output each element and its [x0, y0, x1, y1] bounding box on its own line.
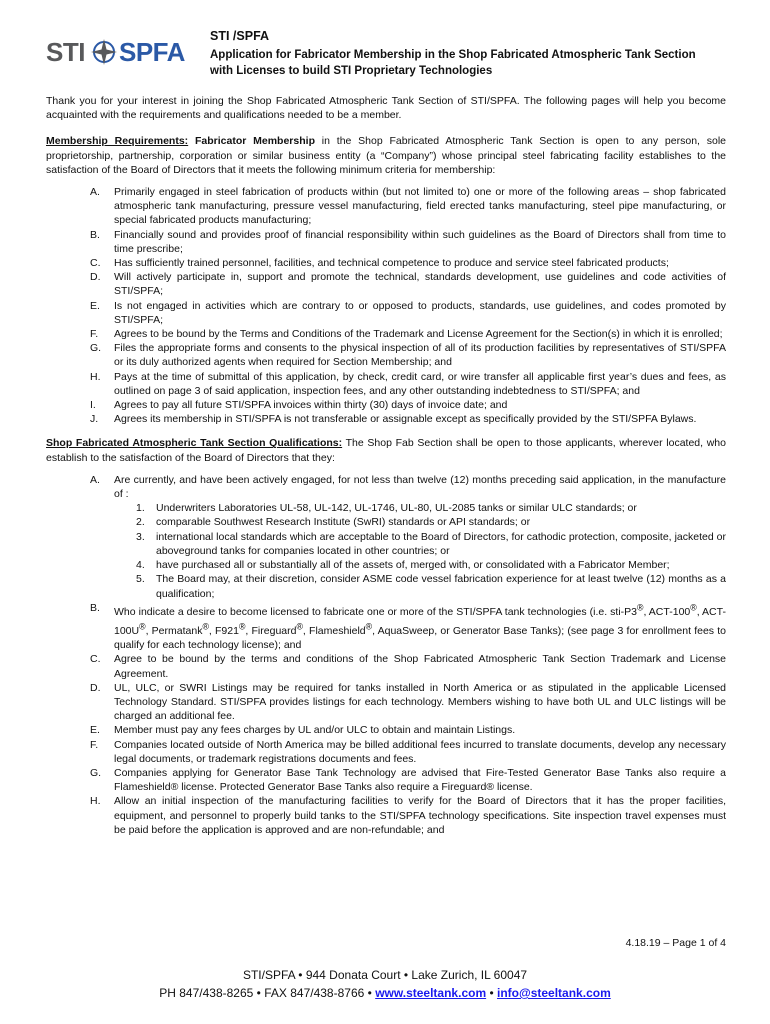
list-marker: J. [90, 413, 99, 426]
list-marker: I. [90, 399, 96, 412]
list-item [90, 738, 726, 766]
list-marker: F. [90, 328, 99, 341]
doc-subtitle [210, 47, 750, 79]
membership-paragraph [46, 134, 726, 177]
reg-mark: ® [690, 602, 697, 613]
list-item [90, 794, 726, 837]
list-text: Companies located outside of North America may be billed additional fees incurred to translate documents, develop any necessary legal documents, or trademark registrations documents and fees. [114, 738, 726, 765]
svg-text:STI: STI [46, 37, 85, 67]
list-marker: 2. [136, 516, 145, 529]
text-part: , Permatank [145, 624, 203, 637]
list-text: Underwriters Laboratories UL-58, UL-142, UL-1746, UL-80, UL-2085 tanks or similar ULC standards; or [156, 502, 637, 515]
list-item [90, 601, 726, 653]
list-marker: 1. [136, 502, 145, 515]
list-item [90, 185, 726, 228]
list-text: Financially sound and provides proof of financial responsibility within such guidelines as the Board of Directors shall from time to time prescribe; [114, 228, 726, 255]
page-number: 4.18.19 – Page 1 of 4 [625, 937, 726, 949]
list-text: Agree to be bound by the terms and conditions of the Shop Fabricated Atmospheric Tank Section Trademark and License Agreement. [114, 653, 726, 680]
text-part: , AquaSweep, or Generator Base Tanks); (see page 3 for enrollment fees to qualify for each technology license); and [114, 624, 726, 652]
list-marker: D. [90, 271, 101, 284]
list-marker: H. [90, 795, 101, 808]
reg-mark: ® [238, 621, 246, 632]
list-marker: B. [90, 228, 100, 241]
list-text: Allow an initial inspection of the manufacturing facilities to verify for the Board of Directors that it has the proper facilities, equipment, and personnel to properly build tanks to the STI/SPFA technology specifications. Site inspection travel expenses must be paid before the application is approved and are non-refundable; and [114, 795, 726, 836]
list-text: international local standards which are acceptable to the Board of Directors, for cathodic protection, composite, jacketed or aboveground tanks for companies located in other countries; or [156, 530, 726, 557]
membership-text: in the Shop Fabricated Atmospheric Tank Section is open to any person, sole proprietorship, partnership, corporation or similar business entity (a “Company”) whose principal steel fabricating facility establishes to the satisfaction of the Board of Directors that it meets the following minimum criteria for membership: [46, 135, 727, 176]
list-item [90, 723, 726, 737]
footer-fax: FAX 847/438-8766 [264, 986, 365, 1000]
list-text: Agrees its membership in STI/SPFA is not transferable or assignable except as specifically provided by the STI/SPFA Bylaws. [114, 413, 697, 426]
list-text: have purchased all or substantially all of the assets of, merged with, or consolidated with a Fabricator Member; [156, 559, 670, 572]
list-marker: C. [90, 257, 101, 270]
qualifications-paragraph [46, 436, 726, 464]
sub-list [136, 501, 726, 600]
qualifications-heading: Shop Fabricated Atmospheric Tank Section Qualifications: [46, 437, 343, 450]
membership-heading: Membership Requirements: [46, 135, 189, 148]
sub-list-item [136, 558, 726, 572]
email-link[interactable]: info@steeltank.com [497, 986, 611, 1000]
svg-text:SPFA: SPFA [119, 37, 185, 67]
reg-mark: ® [202, 621, 209, 632]
sub-list-item [136, 572, 726, 600]
list-text: Member must pay any fees charges by UL and/or ULC to obtain and maintain Listings. [114, 724, 516, 737]
reg-mark: ® [296, 621, 303, 632]
list-marker: H. [90, 370, 101, 383]
list-text: Are currently, and have been actively engaged, for not less than twelve (12) months preceding said application, in the manufacture of : [114, 473, 726, 501]
footer-contact [0, 984, 770, 1002]
list-item [90, 299, 726, 327]
header [46, 28, 736, 88]
list-item [90, 327, 726, 341]
membership-lead: Fabricator Membership [194, 135, 315, 148]
list-marker: B. [90, 601, 100, 614]
list-marker: A. [90, 473, 100, 486]
list-item [90, 473, 726, 601]
list-text: Is not engaged in activities which are contrary to or opposed to products, standards, use guidelines, and codes promoted by STI/SPFA; [114, 299, 726, 326]
list-marker: F. [90, 738, 99, 751]
list-item [90, 681, 726, 724]
list-marker: C. [90, 653, 101, 666]
sub-list-item [136, 501, 726, 515]
reg-mark: ® [637, 602, 644, 613]
document-body [46, 94, 726, 847]
list-text: Agrees to pay all future STI/SPFA invoices within thirty (30) days of invoice date; and [114, 399, 508, 412]
list-text: comparable Southwest Research Institute (SwRI) standards or API standards; or [156, 516, 531, 529]
list-item [90, 766, 726, 794]
list-text: Files the appropriate forms and consents to the physical inspection of all of its production facilities by representatives of STI/SPFA or its duly authorized agents when required for Section Membership; and [114, 342, 726, 369]
list-text: Agrees to be bound by the Terms and Conditions of the Trademark and License Agreement for the Section(s) in which it is enrolled; [114, 328, 723, 341]
text-part: , ACT-100 [643, 606, 691, 619]
qualifications-text: The Shop Fab Section shall be open to those applicants, wherever located, who establish to the satisfaction of the Board of Directors that they: [46, 437, 726, 464]
reg-mark: ® [365, 621, 373, 632]
list-marker: 3. [136, 530, 145, 543]
list-text: Primarily engaged in steel fabrication of products within (but not limited to) one or more of the following areas – shop fabricated atmospheric tank manufacturing, pressure vessel manufacturing, field erected tanks manufacturing, steel pipe manufacturing, or special fabricated products manufacturing; [114, 186, 726, 227]
qualifications-list [90, 473, 726, 837]
sub-list-item [136, 530, 726, 558]
doc-title: STI /SPFA [210, 29, 270, 43]
list-marker: 5. [136, 573, 145, 586]
text-part: , F921 [208, 624, 239, 637]
text-part: , Fireguard [245, 624, 297, 637]
footer-sep: • [256, 986, 261, 1000]
list-marker: D. [90, 681, 101, 694]
text-part: , Flameshield [302, 624, 366, 637]
list-text [114, 602, 726, 652]
footer-sep: • [489, 986, 494, 1000]
list-item [90, 256, 726, 270]
list-marker: A. [90, 186, 100, 199]
list-text: The Board may, at their discretion, consider ASME code vessel fabrication experience for at least twelve (12) months as a qualification; [156, 573, 726, 600]
list-marker: 4. [136, 559, 145, 572]
list-item [90, 270, 726, 298]
membership-list [90, 185, 726, 426]
subtitle-line-2: with Licenses to build STI Proprietary Technologies [210, 65, 493, 77]
list-item [90, 398, 726, 412]
sti-spfa-logo [46, 36, 196, 68]
intro-paragraph: Thank you for your interest in joining the Shop Fabricated Atmospheric Tank Section of STI/SPFA. The following pages will help you become acquainted with the requirements and qualifications needed to be a member. [46, 95, 726, 122]
list-item [90, 341, 726, 369]
footer-sep: • [367, 986, 372, 1000]
text-part: , ACT-100U [114, 606, 726, 637]
list-marker: G. [90, 342, 102, 355]
sub-list-item [136, 515, 726, 529]
list-text: UL, ULC, or SWRI Listings may be required for tanks installed in North America or as stipulated in the applicable Licensed Technology Standard. STI/SPFA provides listings for each technology. Members wishing to have both UL and ULC listings will be charged an additional fee. [114, 681, 726, 723]
list-text: Companies applying for Generator Base Tank Technology are advised that Fire-Tested Generator Base Tanks also require a Flameshield® license. Protected Generator Base Tanks also require a Fireguard® license. [114, 766, 726, 794]
footer-phone: PH 847/438-8265 [159, 986, 254, 1000]
list-item [90, 228, 726, 256]
list-text: Has sufficiently trained personnel, facilities, and technical competence to produce and service steel fabricated products; [114, 257, 669, 270]
list-item [90, 652, 726, 680]
list-item [90, 370, 726, 398]
list-text: Pays at the time of submittal of this application, by check, credit card, or wire transfer all applicable first year’s dues and fees, as outlined on page 3 of said application, inspection fees, and any other outstanding indebtedness to STI/SPFA; and [114, 370, 726, 397]
subtitle-line-1: Application for Fabricator Membership in the Shop Fabricated Atmospheric Tank Section [210, 49, 696, 61]
list-item [90, 412, 726, 426]
reg-mark: ® [139, 621, 146, 632]
website-link[interactable]: www.steeltank.com [375, 986, 487, 1000]
list-marker: G. [90, 766, 102, 779]
list-text: Will actively participate in, support and promote the technical, standards development, use guidelines and code activities of STI/SPFA; [114, 271, 726, 298]
footer-address: STI/SPFA • 944 Donata Court • Lake Zurich, IL 60047 [242, 968, 528, 982]
title-block [210, 28, 750, 79]
list-marker: E. [90, 299, 100, 312]
text-part: Who indicate a desire to become licensed to fabricate one or more of the STI/SPFA tank technologies (i.e. sti-P3 [114, 606, 637, 619]
list-marker: E. [90, 724, 100, 737]
